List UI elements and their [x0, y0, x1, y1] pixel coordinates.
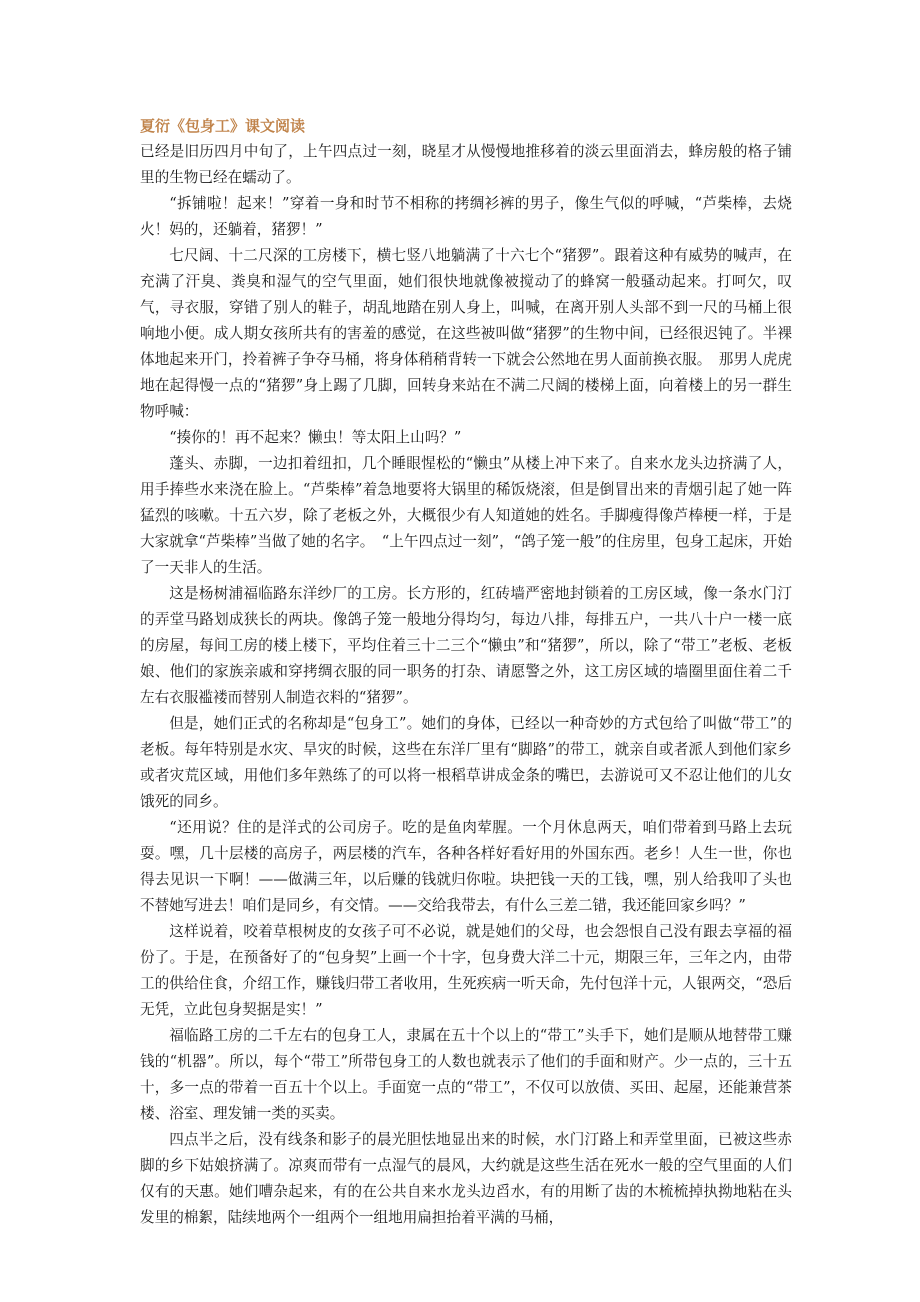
paragraph: 这样说着，咬着草根树皮的女孩子可不必说，就是她们的父母，也会怨恨自己没有跟去享福的福份了。于是，在预备好了的“包身契”上画一个十字，包身费大洋二十元，期限三年，三年之内，由带工的供给住食，介绍工作，赚钱归带工者收用，生死疾病一听天命，先付包洋十元，人银两交，“恐后无凭，立此包身契据是实！”: [140, 923, 792, 1018]
paragraph: 但是，她们正式的名称却是“包身工”。她们的身体，已经以一种奇妙的方式包给了叫做“带工”的老板。每年特别是水灾、旱灾的时候，这些在东洋厂里有“脚路”的带工，就亲自或者派人到他们家乡或者灾荒区域，用他们多年熟练了的可以将一根稻草讲成金条的嘴巴，去游说可又不忍让他们的儿女饿死的同乡。: [140, 715, 792, 810]
paragraph: “揍你的！再不起来？懒虫！等太阳上山吗？”: [169, 429, 462, 446]
paragraph: 七尺阔、十二尺深的工房楼下，横七竖八地躺满了十六七个“猪猡”。跟着这种有威势的喊声，在充满了汗臭、粪臭和湿气的空气里面，她们很快地就像被搅动了的蜂窝一般骚动起来。打呵欠，叹气，寻衣服，穿错了别人的鞋子，胡乱地踏在别人身上，叫喊，在离开别人头部不到一尺的马桶上很响地小便。成人期女孩所共有的害羞的感觉，在这些被叫做“猪猡”的生物中间，已经很迟钝了。半裸体地起来开门，拎着裤子争夺马桶，将身体稍稍背转一下就会公然地在男人面前换衣服。 那男人虎虎地在起得慢一点的“猪猡”身上踢了几脚，回转身来站在不满二尺阔的楼梯上面，向着楼上的另一群生物呼喊：: [140, 247, 792, 420]
paragraph: “还用说？住的是洋式的公司房子。吃的是鱼肉荤腥。一个月休息两天，咱们带着到马路上去玩耍。嘿，几十层楼的高房子，两层楼的汽车，各种各样好看好用的外国东西。老乡！人生一世，你也得去见识一下啊！——做满三年，以后赚的钱就归你啦。块把钱一天的工钱，嘿，别人给我叩了头也不替她写进去！咱们是同乡，有交情。——交给我带去，有什么三差二错，我还能回家乡吗？”: [140, 819, 792, 914]
paragraph: 蓬头、赤脚，一边扣着纽扣，几个睡眼惺松的“懒虫”从楼上冲下来了。自来水龙头边挤满了人，用手捧些水来浇在脸上。“芦柴棒”着急地要将大锅里的稀饭烧滚，但是倒冒出来的青烟引起了她一阵猛烈的咳嗽。十五六岁，除了老板之外，大概很少有人知道她的姓名。手脚瘦得像芦棒梗一样，于是大家就拿“芦柴棒”当做了她的名字。 “上午四点过一刻”，“鸽子笼一般”的住房里，包身工起床，开始了一天非人的生活。: [140, 455, 792, 576]
paragraph: 福临路工房的二千左右的包身工人，隶属在五十个以上的“带工”头手下，她们是顺从地替带工赚钱的“机器”。所以，每个“带工”所带包身工的人数也就表示了他们的手面和财产。少一点的，三十五十，多一点的带着一百五十个以上。手面宽一点的“带工”，不仅可以放债、买田、起屋，还能兼营茶楼、浴室、理发铺一类的买卖。: [140, 1027, 792, 1122]
paragraph: “拆铺啦！起来！”穿着一身和时节不相称的拷绸衫裤的男子，像生气似的呼喊，“芦柴棒，去烧火！妈的，还躺着，猪猡！”: [140, 195, 792, 238]
document-page: [140, 111, 792, 1231]
document-title: 夏衍《包身工》课文阅读: [140, 117, 306, 135]
document-body: [140, 139, 792, 1231]
paragraph: 已经是旧历四月中旬了，上午四点过一刻，晓星才从慢慢地推移着的淡云里面消去，蜂房般的格子铺里的生物已经在蠕动了。: [140, 143, 792, 186]
paragraph: 这是杨树浦福临路东洋纱厂的工房。长方形的，红砖墙严密地封锁着的工房区域，像一条水门汀的弄堂马路划成狭长的两块。像鸽子笼一般地分得均匀，每边八排，每排五户，一共八十户一楼一底的房屋，每间工房的楼上楼下，平均住着三十二三个“懒虫”和“猪猡”，所以，除了“带工”老板、老板娘、他们的家族亲戚和穿拷绸衣服的同一职务的打杂、请愿警之外，这工房区域的墙圈里面住着二千左右衣服褴褛而替别人制造衣料的“猪猡”。: [140, 585, 792, 706]
paragraph: 四点半之后，没有线条和影子的晨光胆怯地显出来的时候，水门汀路上和弄堂里面，已被这些赤脚的乡下姑娘挤满了。凉爽而带有一点湿气的晨风，大约就是这些生活在死水一般的空气里面的人们仅有的天惠。她们嘈杂起来，有的在公共自来水龙头边舀水，有的用断了齿的木梳梳掉执拗地粘在头发里的棉絮，陆续地两个一组两个一组地用扁担抬着平满的马桶，: [140, 1131, 792, 1226]
